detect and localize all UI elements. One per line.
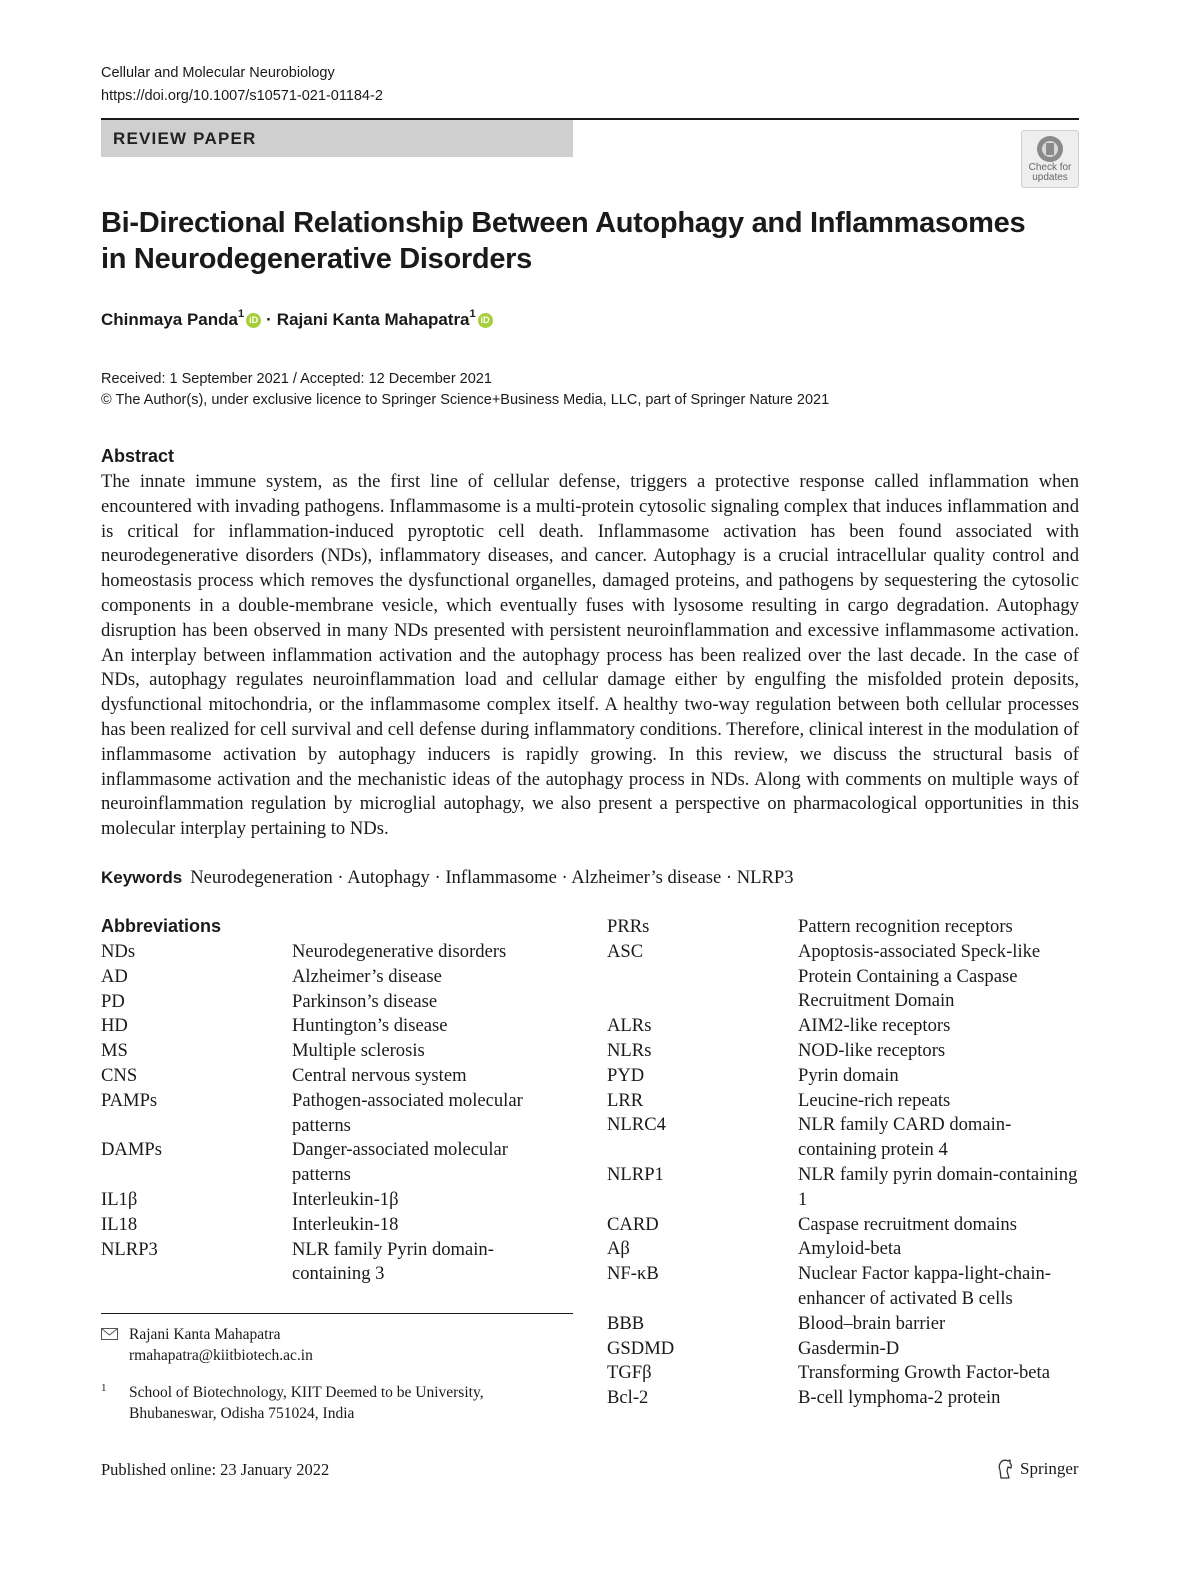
- abbreviation-row: [101, 1213, 557, 1238]
- abbreviations-left-column: [101, 940, 557, 1287]
- publisher-logo: [995, 1458, 1079, 1480]
- abbreviation-definition: Leucine-rich repeats: [798, 1089, 951, 1111]
- abbreviation-definition: Interleukin-18: [292, 1213, 399, 1235]
- abbreviation-term: CNS: [101, 1064, 138, 1086]
- abbreviation-row: [607, 1386, 1079, 1411]
- abbreviation-definition: Gasdermin-D: [798, 1337, 900, 1359]
- abbreviation-row: [607, 1213, 1079, 1238]
- abbreviation-definition: Pathogen-associated molecular patterns: [292, 1089, 523, 1136]
- abbreviation-definition: Nuclear Factor kappa-light-chain-enhancer of activated B cells: [798, 1263, 1051, 1309]
- abbreviation-definition: Neurodegenerative disorders: [292, 941, 507, 962]
- abbreviation-row: [101, 1039, 557, 1064]
- abbreviation-term: NLRP3: [101, 1238, 158, 1260]
- affiliation-text: School of Biotechnology, KIIT Deemed to be University, Bhubaneswar, Odisha 751024, India: [129, 1384, 484, 1422]
- abbreviation-definition: Apoptosis-associated Speck-like Protein Containing a Caspase Recruitment Domain: [798, 940, 1041, 1012]
- author-name[interactable]: Chinmaya Panda: [101, 310, 238, 329]
- abbreviation-row: [101, 1138, 557, 1188]
- abbreviation-row: [607, 1312, 1079, 1337]
- abbreviation-row: [607, 1064, 1079, 1089]
- envelope-icon: [101, 1328, 118, 1340]
- received-accepted: Received: 1 September 2021 / Accepted: 12 December 2021: [101, 371, 492, 387]
- abbreviation-term: Aβ: [607, 1238, 630, 1260]
- abbreviation-term: NLRs: [607, 1039, 652, 1061]
- abbreviation-definition: Pattern recognition receptors: [798, 916, 1013, 937]
- check-for-updates-badge[interactable]: [1021, 130, 1079, 188]
- orcid-icon[interactable]: iD: [478, 313, 493, 328]
- check-updates-icon: [1036, 135, 1064, 163]
- abbreviation-definition: Danger-associated molecular patterns: [292, 1139, 508, 1186]
- abbreviation-row: [607, 940, 1079, 1014]
- abbreviation-term: ALRs: [607, 1015, 652, 1037]
- abbreviation-row: [607, 1039, 1079, 1064]
- abbreviation-term: Bcl-2: [607, 1387, 649, 1409]
- abbreviation-term: ASC: [607, 940, 644, 962]
- footnote-rule: [101, 1313, 573, 1314]
- abbreviation-term: AD: [101, 965, 128, 987]
- check-updates-line2: updates: [1032, 172, 1068, 183]
- abstract-heading: Abstract: [101, 446, 175, 466]
- abbreviation-row: [101, 990, 557, 1015]
- abbreviation-definition: NLR family CARD domain-containing protein 4: [798, 1114, 1012, 1161]
- abbreviation-term: CARD: [607, 1213, 659, 1235]
- abbreviation-row: [101, 1064, 557, 1089]
- title-line-2: in Neurodegenerative Disorders: [101, 243, 532, 275]
- abbreviation-term: GSDMD: [607, 1337, 675, 1359]
- abbreviation-term: DAMPs: [101, 1139, 162, 1161]
- abbreviation-definition: Multiple sclerosis: [292, 1040, 425, 1062]
- abbreviation-row: [607, 1262, 1079, 1312]
- author-affil-ref: 1: [238, 308, 245, 320]
- abbreviation-term: PRRs: [607, 916, 650, 937]
- abbreviation-row: [607, 1089, 1079, 1114]
- abbreviation-row: [607, 1237, 1079, 1262]
- abbreviation-definition: NOD-like receptors: [798, 1039, 946, 1061]
- abbreviation-term: MS: [101, 1040, 128, 1062]
- abbreviations-right-column: [607, 915, 1079, 1411]
- abbreviation-row: [607, 1337, 1079, 1362]
- abbreviation-term: HD: [101, 1015, 128, 1037]
- abbreviation-definition: Blood–brain barrier: [798, 1312, 946, 1334]
- abbreviation-row: [101, 1188, 557, 1213]
- abbreviation-term: PAMPs: [101, 1089, 158, 1111]
- abbreviation-term: IL18: [101, 1213, 138, 1235]
- abbreviation-definition: AIM2-like receptors: [798, 1015, 951, 1037]
- abbreviation-definition: B-cell lymphoma-2 protein: [798, 1387, 1001, 1409]
- author-name[interactable]: Rajani Kanta Mahapatra: [276, 310, 470, 329]
- abbreviation-term: BBB: [607, 1312, 645, 1334]
- keywords: [101, 866, 794, 890]
- abbreviation-definition: Central nervous system: [292, 1064, 467, 1086]
- abbreviation-term: PYD: [607, 1064, 645, 1086]
- springer-horse-icon: [995, 1458, 1015, 1480]
- abbreviation-term: NDs: [101, 941, 136, 962]
- keywords-list: Neurodegeneration · Autophagy · Inflammasome · Alzheimer’s disease · NLRP3: [190, 867, 794, 888]
- author-separator: ·: [266, 310, 272, 329]
- abbreviation-term: IL1β: [101, 1188, 138, 1210]
- journal-name: Cellular and Molecular Neurobiology: [101, 65, 335, 81]
- journal-header: [101, 62, 383, 108]
- abbreviation-row: [607, 1361, 1079, 1386]
- section-label: REVIEW PAPER: [113, 129, 257, 148]
- published-date: Published online: 23 January 2022: [101, 1460, 330, 1479]
- corresponding-email[interactable]: rmahapatra@kiitbiotech.ac.in: [129, 1347, 313, 1364]
- article-title: [101, 205, 1061, 277]
- abbreviation-definition: Caspase recruitment domains: [798, 1213, 1017, 1235]
- check-updates-line1: Check for: [1028, 162, 1072, 173]
- abbreviation-definition: Interleukin-1β: [292, 1188, 399, 1210]
- affiliation-footnote: [101, 1382, 571, 1424]
- abbreviation-term: NF-κB: [607, 1263, 659, 1285]
- publisher-name: Springer: [1020, 1459, 1079, 1478]
- doi-link[interactable]: https://doi.org/10.1007/s10571-021-01184-2: [101, 88, 383, 104]
- abbreviation-row: [101, 965, 557, 990]
- abbreviation-definition: Parkinson’s disease: [292, 990, 438, 1012]
- abbreviation-row: [607, 915, 1079, 940]
- abbreviation-row: [607, 1113, 1079, 1163]
- abbreviation-definition: Amyloid-beta: [798, 1238, 902, 1260]
- affiliation-number: 1: [101, 1382, 107, 1394]
- abbreviation-row: [101, 1089, 557, 1139]
- abbreviation-definition: Transforming Growth Factor-beta: [798, 1362, 1050, 1384]
- article-dates: [101, 369, 829, 411]
- abbreviations-heading: Abbreviations: [101, 916, 222, 936]
- copyright: © The Author(s), under exclusive licence to Springer Science+Business Media, LLC, part of Springer Nature 2021: [101, 392, 830, 408]
- corresponding-name: Rajani Kanta Mahapatra: [129, 1326, 281, 1343]
- abbreviation-row: [607, 1014, 1079, 1039]
- abbreviation-definition: Alzheimer’s disease: [292, 965, 442, 987]
- abbreviation-definition: NLR family Pyrin domain-containing 3: [292, 1238, 494, 1285]
- abbreviation-term: NLRC4: [607, 1114, 666, 1136]
- author-affil-ref: 1: [469, 308, 476, 320]
- abbreviation-term: PD: [101, 990, 125, 1012]
- abstract-text: The innate immune system, as the first line of cellular defense, triggers a protective response called inflammation when encountered with invading pathogens. Inflammasome is a multi-protein cytosolic signaling complex that induces inflammation and is critical for inflammation-induced pyroptotic cell death. Inflammasome activation has been found associated with neurodegenerative disorders (NDs), inflammatory diseases, and cancer. Autophagy is a crucial intracellular quality control and homeostasis process which removes the dysfunctional organelles, damaged proteins, and pathogens by sequestering the cytosolic components in a double-membrane vesicle, which eventually fuses with lysosome resulting in cargo degradation. Autophagy disruption has been observed in many NDs presented with persistent neuroinflammation and excessive inflammasome activation. An interplay between inflammation activation and the autophagy process has been realized over the last decade. In the case of NDs, autophagy regulates neuroinflammation load and cellular damage either by engulfing the misfolded protein deposits, dysfunctional mitochondria, or the inflammasome complex itself. A healthy two-way regulation between both cellular processes has been realized for cell survival and cell defense during inflammatory conditions. Therefore, clinical interest in the modulation of inflammasome activation by autophagy inducers is rapidly growing. In this review, we discuss the structural basis of inflammasome activation and the mechanistic ideas of the autophagy process in NDs. Along with comments on multiple ways of neuroinflammation regulation by microglial autophagy, we also present a perspective on pharmacological opportunities in this molecular interplay pertaining to NDs.: [101, 471, 1079, 840]
- abbreviation-definition: NLR family pyrin domain-containing 1: [798, 1163, 1078, 1210]
- abbreviation-term: TGFβ: [607, 1362, 652, 1384]
- abbreviation-definition: Huntington’s disease: [292, 1015, 448, 1037]
- corresponding-author: [101, 1324, 313, 1366]
- keywords-heading: Keywords: [101, 868, 183, 887]
- abbreviation-term: LRR: [607, 1089, 644, 1111]
- title-line-1: Bi-Directional Relationship Between Autophagy and Inflammasomes: [101, 207, 1026, 239]
- author-list: [101, 310, 493, 330]
- orcid-icon[interactable]: iD: [246, 313, 261, 328]
- abbreviation-row: [101, 1014, 557, 1039]
- abbreviation-term: NLRP1: [607, 1163, 664, 1185]
- abbreviation-definition: Pyrin domain: [798, 1064, 899, 1086]
- abbreviation-row: [607, 1163, 1079, 1213]
- abbreviation-row: [101, 940, 557, 965]
- section-banner: [101, 120, 573, 157]
- abbreviation-row: [101, 1238, 557, 1288]
